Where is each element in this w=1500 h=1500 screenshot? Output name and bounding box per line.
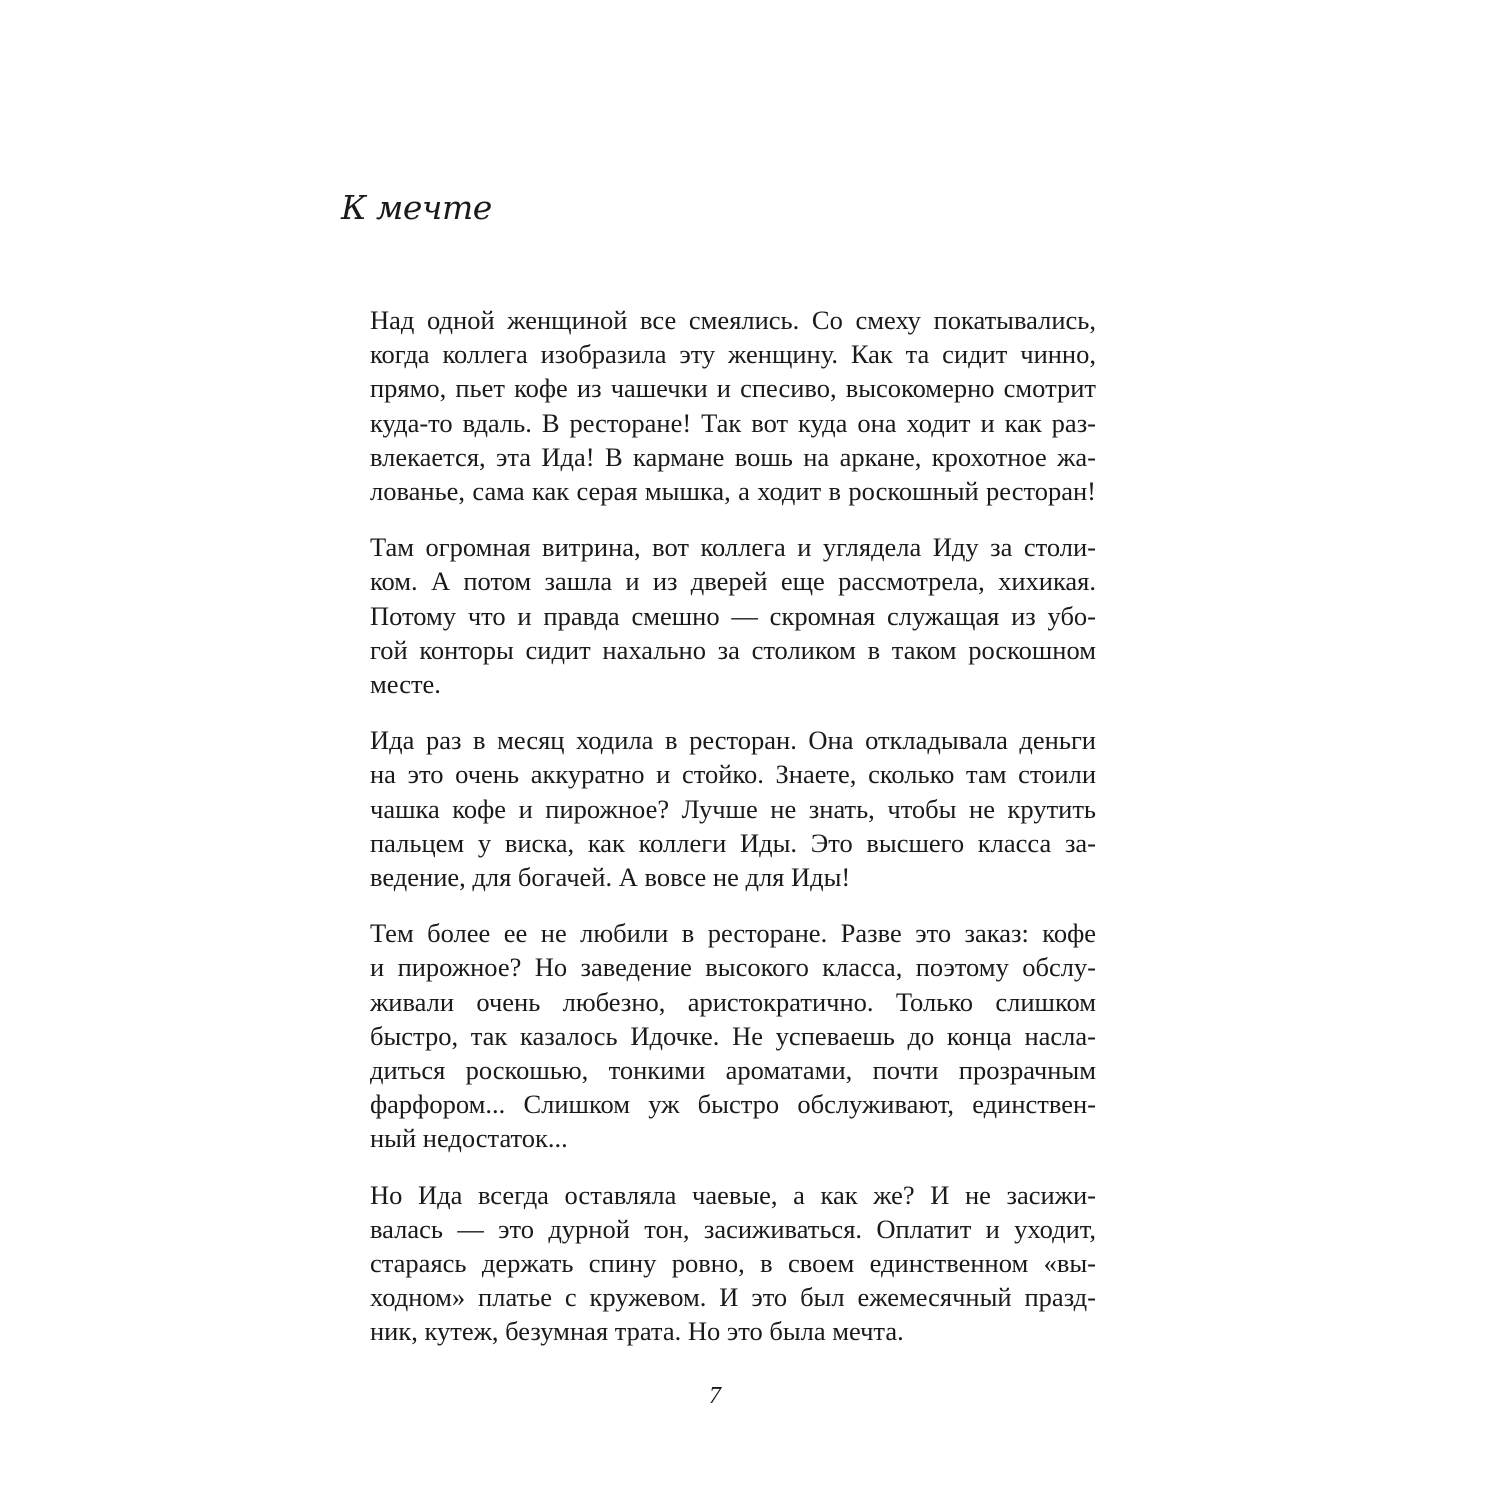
paragraph: [370, 916, 1096, 1155]
text-line: влекается, эта Ида! В кармане вошь на аркане, крохотное жа-: [370, 441, 1096, 472]
text-line: фарфором... Слишком уж быстро обслуживают, единствен-: [370, 1089, 1096, 1120]
text-line: диться роскошью, тонкими ароматами, почти прозрачным: [370, 1055, 1096, 1086]
text-line: быстро, так казалось Идочке. Не успеваешь до конца насла-: [370, 1020, 1096, 1051]
text-line: Но Ида всегда оставляла чаевые, а как же? И не засижи-: [370, 1179, 1096, 1210]
text-line: Потому что и правда смешно — скромная служащая из убо-: [370, 600, 1096, 631]
text-line: куда-то вдаль. В ресторане! Так вот куда она ходит и как раз-: [370, 407, 1096, 438]
text-line: ник, кутеж, безумная трата. Но это была мечта.: [370, 1316, 904, 1347]
text-line: ходном» платье с кружевом. И это был ежемесячный празд-: [370, 1282, 1096, 1313]
chapter-title: К мечте: [341, 188, 492, 227]
chapter-body: [370, 303, 1096, 1371]
text-line: чашка кофе и пирожное? Лучше не знать, чтобы не крутить: [370, 793, 1096, 824]
text-line: Тем более ее не любили в ресторане. Разве это заказ: кофе: [370, 918, 1096, 949]
text-line: когда коллега изобразила эту женщину. Как та сидит чинно,: [370, 339, 1096, 370]
text-line: ный недостаток...: [370, 1123, 568, 1154]
text-line: живали очень любезно, аристократично. Только слишком: [370, 986, 1096, 1017]
text-line: валась — это дурной тон, засиживаться. Оплатит и уходит,: [370, 1213, 1096, 1244]
paragraph: [370, 530, 1096, 701]
text-line: месте.: [370, 669, 441, 700]
text-line: пальцем у виска, как коллеги Иды. Это высшего класса за-: [370, 827, 1096, 858]
text-line: Ида раз в месяц ходила в ресторан. Она откладывала деньги: [370, 725, 1096, 756]
page-number: 7: [709, 1383, 721, 1409]
text-line: ведение, для богачей. А вовсе не для Иды!: [370, 862, 851, 893]
text-line: прямо, пьет кофе из чашечки и спесиво, высокомерно смотрит: [370, 373, 1096, 404]
text-line: ком. А потом зашла и из дверей еще рассмотрела, хихикая.: [370, 566, 1096, 597]
text-line: гой конторы сидит нахально за столиком в таком роскошном: [370, 634, 1096, 665]
text-line: и пирожное? Но заведение высокого класса, поэтому обслу-: [370, 952, 1096, 983]
text-line: лованье, сама как серая мышка, а ходит в роскошный ресторан!: [370, 476, 1096, 507]
text-line: стараясь держать спину ровно, в своем единственном «вы-: [370, 1248, 1096, 1279]
paragraph: [370, 723, 1096, 894]
text-line: на это очень аккуратно и стойко. Знаете, сколько там стоили: [370, 759, 1096, 790]
text-line: Над одной женщиной все смеялись. Со смеху покатывались,: [370, 305, 1096, 335]
text-line: Там огромная витрина, вот коллега и углядела Иду за столи-: [370, 532, 1096, 563]
paragraph: [370, 303, 1096, 508]
paragraph: [370, 1178, 1096, 1349]
